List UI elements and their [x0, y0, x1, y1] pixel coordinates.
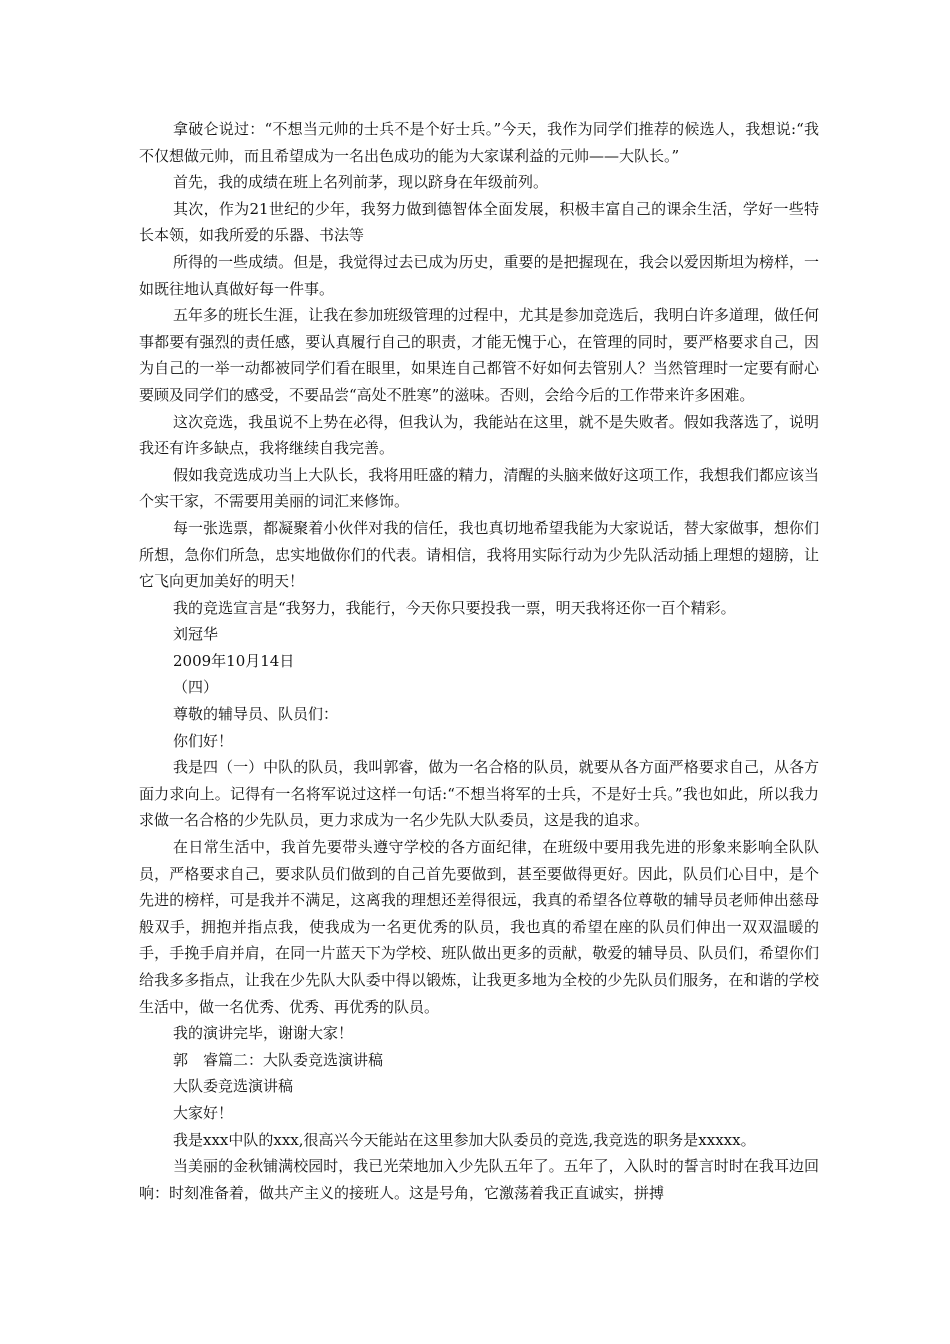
paragraph: 我是xxx中队的xxx,很高兴今天能站在这里参加大队委员的竞选,我竞选的职务是xxxxx。 — [173, 1130, 756, 1149]
section-number: （四） — [173, 678, 219, 697]
paragraph: 我是四（一）中队的队员，我叫郭睿，做为一名合格的队员，就要从各方面严格要求自己，从各方面力求向上。记得有一名将军说过这样一句话:“不想当将军的士兵，不是好士兵。”我也如此，所以我力求做一名合格的少先队员，更力求成为一名少先队大队委员，这是我的追求。 — [139, 758, 819, 830]
paragraph: 拿破仑说过：“不想当元帅的士兵不是个好士兵。”今天，我作为同学们推荐的候选人，我想说:“我不仅想做元帅，而且希望成为一名出色成功的能为大家谋利益的元帅——大队长。” — [139, 120, 819, 165]
signature-name: 刘冠华 — [173, 625, 219, 644]
document-title: 大队委竞选演讲稿 — [173, 1077, 294, 1096]
paragraph: 当美丽的金秋铺满校园时，我已光荣地加入少先队五年了。五年了，入队时的誓言时时在我耳边回响：时刻准备着，做共产主义的接班人。这是号角，它激荡着我正直诚实，拼搏 — [139, 1157, 819, 1202]
signature-date: 2009年10月14日 — [173, 651, 295, 670]
paragraph: 所得的一些成绩。但是，我觉得过去已成为历史，重要的是把握现在，我会以爱因斯坦为榜样，一如既往地认真做好每一件事。 — [139, 252, 819, 298]
paragraph: 在日常生活中，我首先要带头遵守学校的各方面纪律，在班级中要用我先进的形象来影响全队队员，严格要求自己，要求队员们做到的自己首先要做到，甚至要做得更好。因此，队员们心目中，是个先进的榜样，可是我并不满足，这离我的理想还差得很远，我真的希望各位尊敬的辅导员老师伸出慈母般双手，拥抱并指点我，使我成为一名更优秀的队员，我也真的希望在座的队员们伸出一双双温暖的手，手挽手肩并肩，在同一片蓝天下为学校、班队做出更多的贡献，敬爱的辅导员、队员们，希望你们给我多多指点，让我在少先队大队委中得以锻炼，让我更多地为全校的少先队员们服务，在和谐的学校生活中，做一名优秀、优秀、再优秀的队员。 — [139, 838, 819, 1016]
paragraph: 我的竞选宣言是“我努力，我能行，今天你只要投我一票，明天我将还你一百个精彩。 — [173, 598, 736, 617]
paragraph: 首先，我的成绩在班上名列前茅，现以跻身在年级前列。 — [173, 173, 549, 192]
document-body — [139, 116, 819, 1206]
closing: 我的演讲完毕，谢谢大家！ — [173, 1024, 354, 1043]
greeting: 你们好！ — [173, 731, 234, 750]
paragraph: 这次竞选，我虽说不上势在必得，但我认为，我能站在这里，就不是失败者。假如我落选了，说明我还有许多缺点，我将继续自我完善。 — [139, 412, 819, 458]
paragraph: 假如我竞选成功当上大队长，我将用旺盛的精力，清醒的头脑来做好这项工作，我想我们都应该当个实干家，不需要用美丽的词汇来修饰。 — [139, 465, 819, 511]
section-heading: 郭 睿篇二：大队委竞选演讲稿 — [173, 1050, 384, 1069]
salutation: 尊敬的辅导员、队员们： — [173, 705, 339, 724]
paragraph: 五年多的班长生涯，让我在参加班级管理的过程中，尤其是参加竞选后，我明白许多道理，做任何事都要有强烈的责任感，要认真履行自己的职责，才能无愧于心，在管理的同时，要严格要求自己，因为自己的一举一动都被同学们看在眼里，如果连自己都管不好如何去管别人？当然管理时一定要有耐心要顾及同学们的感受，不要品尝“高处不胜寒”的滋味。否则，会给今后的工作带来许多困难。 — [139, 306, 819, 404]
paragraph: 每一张选票，都凝聚着小伙伴对我的信任，我也真切地希望我能为大家说话，替大家做事，想你们所想，急你们所急，忠实地做你们的代表。请相信，我将用实际行动为少先队活动插上理想的翅膀，让它飞向更加美好的明天！ — [139, 518, 819, 591]
paragraph: 其次，作为21世纪的少年，我努力做到德智体全面发展，积极丰富自己的课余生活，学好一些特长本领，如我所爱的乐器、书法等 — [139, 199, 819, 245]
greeting: 大家好！ — [173, 1103, 234, 1122]
